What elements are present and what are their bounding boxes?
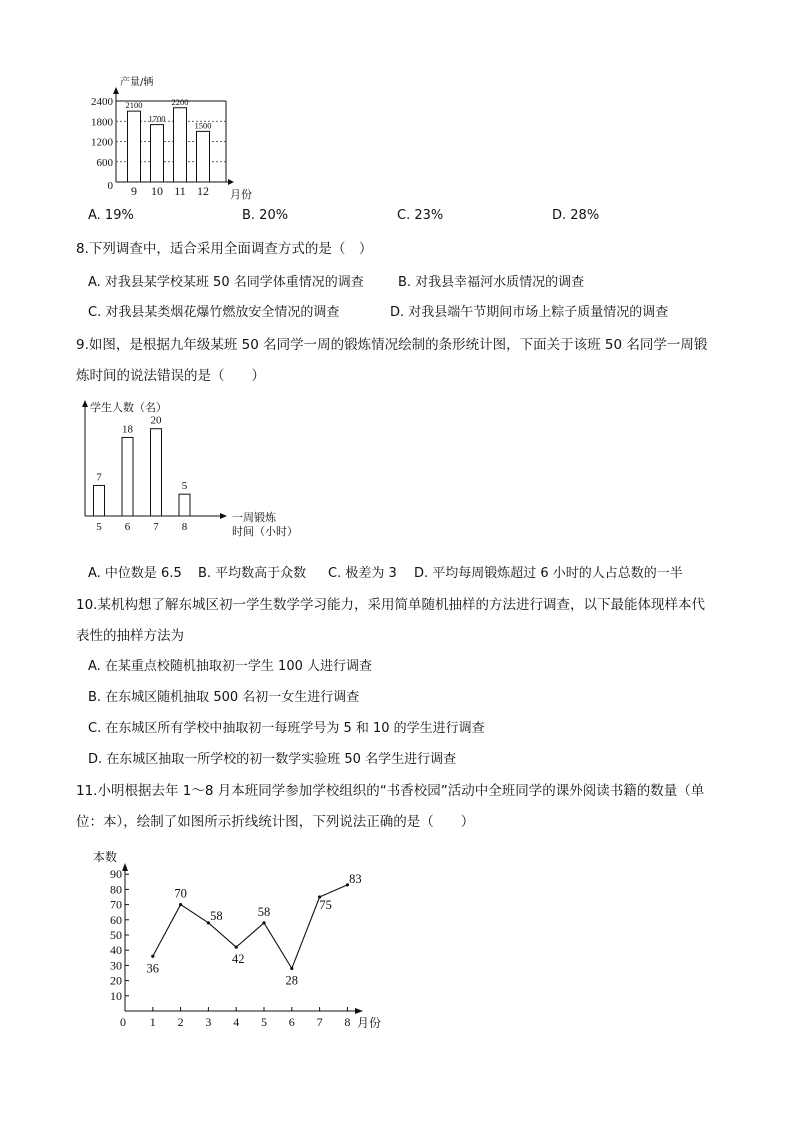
chart3-xtick-label: 3 bbox=[205, 1015, 212, 1029]
chart3-xtick-label: 7 bbox=[316, 1015, 323, 1029]
chart2-xtick-label: 7 bbox=[153, 521, 159, 533]
q10-option-c[interactable]: C. 在东城区所有学校中抽取初一每班学号为 5 和 10 的学生进行调查 bbox=[88, 721, 485, 736]
q9-option-c[interactable]: C. 极差为 3 bbox=[328, 566, 397, 581]
chart1-value-label: 2100 bbox=[125, 100, 143, 111]
chart3-ytick-label: 70 bbox=[110, 897, 122, 912]
chart2-xtick-label: 8 bbox=[181, 521, 188, 533]
chart2-ylabel: 学生人数（名） bbox=[90, 401, 167, 414]
chart3-ytick-label: 60 bbox=[110, 912, 122, 927]
exercise-bar-chart bbox=[80, 395, 320, 545]
q10-option-b[interactable]: B. 在东城区随机抽取 500 名初一女生进行调查 bbox=[88, 690, 360, 705]
chart3-y-axis-arrow bbox=[122, 863, 128, 871]
chart1-y-axis-arrow bbox=[113, 87, 119, 94]
q10-option-a[interactable]: A. 在某重点校随机抽取初一学生 100 人进行调查 bbox=[88, 659, 373, 674]
chart3-xtick-label: 0 bbox=[120, 1015, 126, 1029]
q8-option-c[interactable]: C. 对我县某类烟花爆竹燃放安全情况的调查 bbox=[88, 305, 340, 320]
q7-option-c[interactable]: C. 23% bbox=[397, 208, 444, 223]
chart2-value-label: 18 bbox=[122, 423, 133, 436]
chart1-value-label: 1700 bbox=[148, 113, 166, 124]
chart3-xtick-label: 5 bbox=[261, 1015, 267, 1029]
chart1-xlabel: 月份 bbox=[230, 188, 252, 201]
chart2-x-axis-arrow bbox=[220, 513, 227, 519]
chart3-xtick-label: 2 bbox=[177, 1015, 184, 1029]
chart2-bar bbox=[179, 494, 190, 516]
q9-stem-line1: 9.如图，是根据九年级某班 50 名同学一周的锻炼情况绘制的条形统计图，下面关于该班 50 名同学一周锻 bbox=[76, 337, 708, 353]
chart1-bar bbox=[174, 108, 187, 182]
production-bar-chart bbox=[80, 70, 280, 205]
chart3-point bbox=[290, 967, 293, 970]
chart3-point bbox=[235, 946, 238, 949]
chart1-ytick-label: 2400 bbox=[91, 96, 113, 108]
chart1-ytick-label: 0 bbox=[107, 180, 113, 192]
chart1-ytick-label: 1800 bbox=[91, 116, 113, 129]
chart3-ytick-label: 10 bbox=[110, 988, 122, 1003]
chart1-x-axis-arrow bbox=[228, 179, 234, 185]
chart1-bar bbox=[128, 111, 141, 182]
chart1-bar bbox=[151, 125, 164, 182]
q9-option-a[interactable]: A. 中位数是 6.5 bbox=[88, 566, 182, 581]
chart1-xtick-label: 9 bbox=[131, 184, 137, 198]
q9-option-b[interactable]: B. 平均数高于众数 bbox=[198, 566, 307, 581]
q10-stem-line1: 10.某机构想了解东城区初一学生数学学习能力，采用简单随机抽样的方法进行调查，以下最能体现样本代 bbox=[76, 597, 705, 613]
chart3-value-label: 28 bbox=[285, 973, 299, 988]
chart3-ytick-label: 50 bbox=[110, 928, 122, 942]
chart1-value-label: 1500 bbox=[194, 120, 212, 131]
q9-option-d[interactable]: D. 平均每周锻炼超过 6 小时的人占总数的一半 bbox=[414, 566, 683, 581]
q8-option-d[interactable]: D. 对我县端午节期间市场上粽子质量情况的调查 bbox=[390, 305, 669, 320]
q8-stem: 8.下列调查中，适合采用全面调查方式的是（ ） bbox=[76, 241, 373, 257]
chart2-bar bbox=[94, 485, 105, 516]
chart3-value-label: 83 bbox=[349, 871, 362, 886]
chart3-xtick-label: 8 bbox=[344, 1015, 351, 1029]
q7-option-d[interactable]: D. 28% bbox=[552, 208, 600, 223]
chart2-value-label: 20 bbox=[150, 414, 162, 427]
chart2-xlabel-line1: 一周锻炼 bbox=[232, 511, 276, 524]
chart2-y-axis-arrow bbox=[82, 400, 88, 407]
chart2-xtick-label: 5 bbox=[96, 521, 102, 533]
books-line-chart bbox=[85, 843, 395, 1033]
chart3-value-label: 58 bbox=[257, 904, 271, 919]
chart3-value-label: 42 bbox=[231, 952, 245, 967]
chart2-value-label: 7 bbox=[96, 471, 102, 484]
q10-option-d[interactable]: D. 在东城区抽取一所学校的初一数学实验班 50 名学生进行调查 bbox=[88, 752, 457, 767]
chart1-value-label: 2200 bbox=[171, 96, 189, 107]
chart3-xlabel: 月份 bbox=[357, 1016, 382, 1030]
chart3-ytick-label: 40 bbox=[110, 943, 122, 958]
chart3-xtick-label: 4 bbox=[233, 1015, 240, 1029]
chart1-xtick-label: 12 bbox=[197, 184, 209, 198]
chart1-ylabel: 产量/辆 bbox=[120, 77, 154, 88]
q7-option-a[interactable]: A. 19% bbox=[88, 208, 134, 223]
chart3-value-label: 36 bbox=[146, 961, 160, 976]
q10-stem-line2: 表性的抽样方法为 bbox=[76, 628, 184, 644]
chart3-xtick-label: 1 bbox=[149, 1015, 156, 1029]
chart2-xlabel-line2: 时间（小时） bbox=[232, 525, 298, 538]
chart1-xtick-label: 10 bbox=[151, 184, 163, 198]
chart3-point bbox=[179, 903, 182, 906]
chart3-ylabel: 本数 bbox=[93, 850, 118, 864]
chart3-value-label: 70 bbox=[174, 886, 187, 901]
q8-option-b[interactable]: B. 对我县幸福河水质情况的调查 bbox=[398, 275, 585, 290]
q11-stem-line2: 位：本），绘制了如图所示折线统计图，下列说法正确的是（ ） bbox=[76, 814, 475, 830]
chart2-bar bbox=[122, 437, 133, 516]
q11-stem-line1: 11.小明根据去年 1～8 月本班同学参加学校组织的“书香校园”活动中全班同学的课外阅读书籍的数量（单 bbox=[76, 783, 705, 799]
chart2-xtick-label: 6 bbox=[124, 521, 131, 533]
chart1-ytick-label: 1200 bbox=[91, 136, 113, 149]
chart3-x-axis-arrow bbox=[355, 1008, 363, 1014]
q8-option-a[interactable]: A. 对我县某学校某班 50 名同学体重情况的调查 bbox=[88, 275, 364, 290]
q7-option-b[interactable]: B. 20% bbox=[242, 208, 289, 223]
chart3-point bbox=[262, 921, 265, 924]
chart2-bar bbox=[151, 429, 162, 516]
chart3-ytick-label: 90 bbox=[110, 867, 122, 882]
chart1-bar bbox=[197, 131, 210, 182]
chart3-ytick-label: 80 bbox=[110, 882, 122, 897]
chart1-xtick-label: 11 bbox=[174, 184, 186, 198]
chart3-value-label: 75 bbox=[319, 898, 332, 912]
chart3-value-label: 58 bbox=[210, 908, 223, 923]
chart3-ytick-label: 30 bbox=[110, 958, 122, 973]
chart1-ytick-label: 600 bbox=[96, 156, 113, 169]
q9-stem-line2: 炼时间的说法错误的是（ ） bbox=[76, 368, 265, 384]
chart2-value-label: 5 bbox=[181, 480, 188, 493]
chart3-ytick-label: 20 bbox=[110, 973, 122, 988]
chart3-point bbox=[151, 955, 154, 958]
chart3-xtick-label: 6 bbox=[288, 1015, 295, 1029]
